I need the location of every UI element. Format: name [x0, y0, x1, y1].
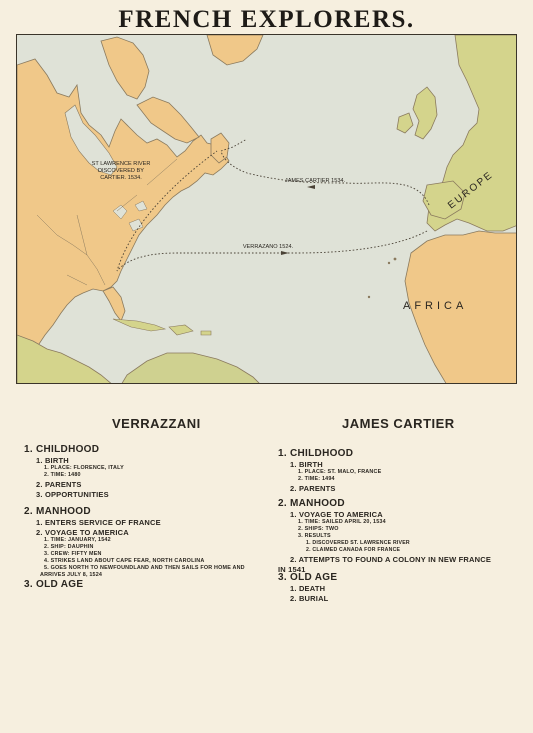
outline-item: 2. BURIAL [290, 594, 329, 603]
outline-item: 1. ENTERS SERVICE OF FRANCE [36, 518, 161, 527]
outline-item: 2. TIME: 1494 [298, 476, 335, 482]
section-heading: 2. MANHOOD [24, 506, 91, 517]
page-title: FRENCH EXPLORERS. [118, 6, 415, 33]
outline-item: 2. SHIP: DAUPHIN [44, 544, 94, 550]
outline-item: 5. GOES NORTH TO NEWFOUNDLAND AND THEN SAILS FOR HOME AND [44, 565, 245, 571]
outline-item: 2. PARENTS [290, 484, 336, 493]
outline-item: 1. TIME: SAILED APRIL 20, 1534 [298, 519, 386, 525]
outline-item: 4. STRIKES LAND ABOUT CAPE FEAR, NORTH CAROLINA [44, 558, 205, 564]
verrazzani-heading: VERRAZZANI [112, 416, 201, 431]
outline-item: 2. TIME: 1480 [44, 472, 81, 478]
outline-item: 3. OPPORTUNITIES [36, 490, 109, 499]
outline-item: 3. CREW: FIFTY MEN [44, 551, 102, 557]
outline-item: ARRIVES JULY 8, 1524 [40, 572, 103, 578]
island-dot [388, 262, 390, 264]
section-heading: 1. CHILDHOOD [24, 444, 100, 455]
section-heading: 1. CHILDHOOD [278, 448, 354, 459]
verrazzani-childhood [24, 444, 124, 499]
outline-item: 1. BIRTH [36, 456, 69, 465]
outline-item: 2. CLAIMED CANADA FOR FRANCE [306, 547, 401, 553]
outline-item: 1. PLACE: ST. MALO, FRANCE [298, 469, 382, 475]
outline-item: 2. VOYAGE TO AMERICA [36, 528, 129, 537]
label-verrazano-route: VERRAZANO 1524. [242, 244, 294, 250]
outline-item: 2. PARENTS [36, 480, 82, 489]
label-africa: AFRICA [403, 300, 468, 312]
cartier-manhood [278, 498, 518, 574]
cartier-childhood [278, 448, 381, 493]
label-cartier-route: JAMES CARTIER 1534. [284, 178, 346, 184]
outline-item: 2. ATTEMPTS TO FOUND A COLONY IN NEW FRANCE [290, 555, 492, 564]
outline-item: 1. DISCOVERED ST. LAWRENCE RIVER [306, 540, 410, 546]
outline-item: IN 1541 [278, 565, 306, 574]
island-dot [368, 296, 370, 298]
map-svg [17, 35, 517, 384]
outline-item: 1. DEATH [290, 584, 326, 593]
outline-item: 2. SHIPS: TWO [298, 526, 339, 532]
outline-item: 1. TIME: JANUARY, 1542 [44, 537, 111, 543]
section-heading: 3. OLD AGE [24, 579, 84, 590]
label-st-lawrence-3: CARTIER. 1534. [100, 175, 142, 181]
label-st-lawrence-1: ST LAWRENCE RIVER [91, 161, 151, 167]
outline-item: 3. RESULTS [298, 533, 331, 539]
cartier-heading: JAMES CARTIER [342, 416, 455, 431]
island-dot [394, 258, 397, 261]
puerto-rico [201, 331, 211, 335]
verrazzani-old-age [24, 579, 83, 590]
section-heading: 2. MANHOOD [278, 498, 345, 509]
label-st-lawrence-2: DISCOVERED BY [97, 168, 145, 174]
verrazzani-manhood [24, 506, 274, 579]
cartier-old-age [278, 572, 337, 603]
map [16, 34, 517, 384]
label-europe: EUROPE [446, 169, 496, 212]
outline-item: 1. PLACE: FLORENCE, ITALY [44, 465, 124, 471]
outline-item: 1. VOYAGE TO AMERICA [290, 510, 383, 519]
outline-item: 1. BIRTH [290, 460, 323, 469]
section-heading: 3. OLD AGE [278, 572, 338, 583]
